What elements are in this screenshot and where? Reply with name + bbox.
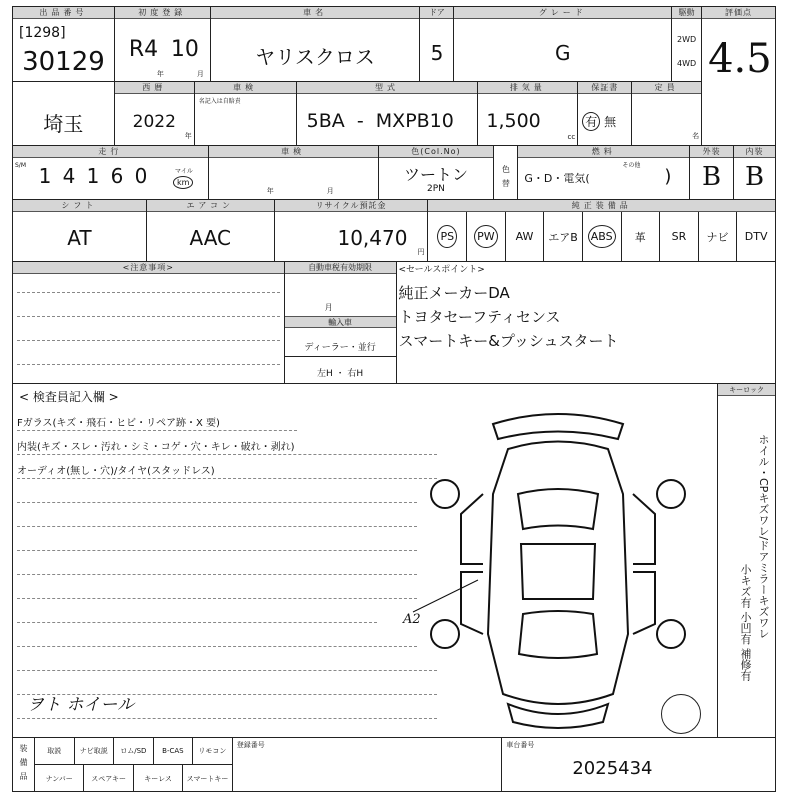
equipment-item: ナンバー (35, 765, 84, 792)
equipment-row-2 (35, 765, 232, 792)
car-name: ヤリスクロス (255, 45, 375, 69)
inspector-dash (17, 502, 417, 503)
fuel-cell (518, 146, 690, 200)
recycle-unit: 円 (417, 248, 425, 256)
windshield (518, 489, 598, 529)
exterior-header: 外装 (690, 146, 733, 158)
recycle-header: リサイクル預託金 (275, 200, 428, 212)
mileage-kind: S/M (15, 162, 27, 169)
option-item (544, 212, 583, 261)
color-code: 2PN (427, 184, 445, 194)
option-item (660, 212, 699, 261)
color-header: 色(Col.No) (379, 146, 494, 158)
damage-mark: A2 (403, 612, 421, 627)
import-header: 輸入車 (285, 316, 396, 328)
equipment-item: ナビ取説 (75, 738, 115, 764)
note-line (17, 316, 280, 317)
option-label: 革 (634, 230, 646, 244)
front-bumper-shape (493, 414, 623, 439)
shift-cell (13, 200, 147, 262)
mileage-digit: 6 (110, 164, 124, 188)
key-lock-cell (718, 384, 776, 738)
inspector-dash (17, 646, 417, 647)
drive-2wd: 2WD (677, 35, 697, 44)
wheel-front-left (431, 480, 459, 508)
left-front-door (461, 494, 483, 564)
doors-header: ドア (420, 7, 453, 19)
aircon: AAC (189, 226, 232, 250)
drive-cell (672, 7, 702, 82)
color-label-1: 色 (501, 165, 510, 174)
inspector-dash (17, 622, 377, 623)
equipment-cell (35, 738, 233, 792)
mileage-digits (33, 164, 153, 188)
model-header: 型式 (297, 82, 478, 94)
displacement-header: 排気量 (478, 82, 577, 94)
option-label: エアB (548, 230, 578, 244)
insp-month: 月 (326, 187, 334, 195)
mileage-mile: マイル (175, 168, 193, 175)
wheel-rear-right (657, 620, 685, 648)
inspector-dash (17, 670, 437, 671)
model-dash: - (356, 110, 364, 132)
grade: G (555, 41, 571, 65)
warranty-cell (578, 82, 632, 146)
aircon-cell (147, 200, 275, 262)
shift-header: シフト (13, 200, 146, 212)
rating-value: 4.5 (708, 36, 772, 82)
left-rear-door (461, 572, 483, 634)
options-header: 純正装備品 (428, 200, 775, 212)
import-divider (285, 356, 396, 357)
recycle-cell (275, 200, 429, 262)
equipment-item: リモコン (198, 747, 227, 755)
model-year: 2022 (132, 112, 176, 132)
equipment-label-cell (13, 738, 35, 792)
row-3 (12, 146, 776, 200)
reg-number-cell (233, 738, 503, 792)
lot-code: [1298] (19, 25, 66, 41)
notes-cell (13, 262, 285, 384)
capacity-unit: 名 (692, 132, 700, 140)
interior-header: 内装 (734, 146, 775, 158)
tax-import-cell (285, 262, 397, 384)
displacement-cell (478, 82, 578, 146)
inspector-dash (17, 598, 417, 599)
lot-cell (13, 7, 115, 82)
reg-month-unit: 月 (196, 70, 204, 78)
warranty-yes: 有 (582, 112, 600, 131)
import-type: ディーラー・並行 (304, 343, 376, 353)
region-cell (13, 82, 115, 146)
sales-cell (397, 262, 777, 384)
chassis-header: 車台番号 (506, 741, 535, 749)
option-item (622, 212, 661, 261)
right-rear-door (633, 572, 655, 634)
inspector-dash (17, 550, 417, 551)
option-label: ABS (588, 225, 616, 248)
fuel-other: その他 (622, 162, 641, 169)
inspection-header-2: 車検 (209, 146, 378, 158)
options-list (428, 212, 775, 261)
interior-grade: B (744, 162, 765, 192)
shift: AT (67, 226, 92, 250)
row-5 (12, 262, 776, 384)
sales-point: スマートキー&プッシュスタート (398, 332, 619, 350)
equipment-item: B-CAS (154, 738, 194, 764)
interior-cell (734, 146, 776, 200)
equipment-item: スマートキー (186, 774, 229, 783)
grade-header: グレード (454, 7, 671, 19)
rating-value-cell (702, 36, 776, 146)
inspector-line: Fガラス(キズ・飛石・ヒビ・リペア跡・X 要) (17, 418, 220, 429)
warranty-header: 保証書 (578, 82, 631, 94)
car-diagram (413, 394, 703, 734)
inspector-dash (17, 526, 417, 527)
inspector-line: 内装(キズ・スレ・汚れ・シミ・コゲ・穴・キレ・破れ・剥れ) (17, 442, 295, 453)
equipment-item: スペアキー (84, 765, 133, 792)
auction-sheet (12, 6, 776, 794)
note-line (17, 292, 280, 293)
inspector-dash (17, 718, 437, 719)
inspection-header: 車検 (195, 82, 296, 94)
option-label: SR (671, 230, 687, 243)
drive-4wd: 4WD (677, 59, 697, 68)
mileage-km: km (173, 176, 193, 189)
exterior-grade: B (702, 162, 722, 192)
mileage-digit: 4 (62, 164, 76, 188)
side-note: 小キズ有 小凹有 補修有 (739, 564, 752, 681)
model-year-unit: 年 (184, 132, 192, 140)
recycle-fee: 10,470 (337, 226, 408, 250)
warranty-no: 無 (604, 115, 617, 129)
model-year-header: 西暦 (115, 82, 194, 94)
option-label: DTV (744, 230, 768, 243)
inspector-dash (17, 430, 297, 431)
drive-header: 駆動 (672, 7, 701, 19)
row-6 (12, 384, 776, 738)
displacement: 1,500 (486, 110, 541, 132)
mileage-header: 走行 (13, 146, 208, 158)
option-item (428, 212, 467, 261)
inspector-dash (17, 574, 417, 575)
reg-era: R4 (128, 37, 159, 62)
tax-header: 自動車税有効期限 (285, 262, 396, 274)
roof (521, 544, 595, 599)
chassis-cell (502, 738, 776, 792)
doors-cell (420, 7, 454, 82)
lot-number: 30129 (22, 47, 105, 77)
equipment-label: 装 備 品 (19, 744, 28, 781)
right-front-door (633, 494, 655, 564)
first-reg-header: 初度登録 (115, 7, 210, 19)
option-item (583, 212, 622, 261)
note-line (17, 340, 280, 341)
first-reg-cell (115, 7, 211, 82)
option-label: PS (437, 225, 457, 248)
sales-header: <セールスポイント> (398, 265, 485, 275)
side-note: ホイル・CPキズワレ/ドアミラーキズワレ (757, 434, 770, 640)
option-label: PW (474, 225, 498, 248)
equipment-row-1 (35, 738, 232, 765)
car-name-cell (211, 7, 421, 82)
option-label: AW (515, 230, 534, 243)
sales-point: トヨタセーフティセンス (398, 308, 561, 326)
option-label: ナビ (706, 230, 729, 244)
model-year-cell (115, 82, 195, 146)
options-cell (428, 200, 776, 262)
body-outline (488, 442, 628, 705)
car-name-header: 車名 (211, 7, 420, 19)
aircon-header: エアコン (147, 200, 274, 212)
mileage-cell (13, 146, 209, 200)
capacity-header: 定員 (632, 82, 701, 94)
model-code (307, 110, 454, 132)
inspection-cell (195, 82, 297, 146)
color-name: ツートン (403, 165, 468, 184)
color-cell (379, 146, 495, 200)
notes-header: <注意事項> (13, 262, 284, 274)
grade-cell (454, 7, 672, 82)
spare-tire-mark (661, 694, 701, 734)
doors: 5 (430, 41, 444, 65)
chassis-number: 2025434 (572, 758, 653, 779)
rear-window (519, 611, 597, 658)
capacity-cell (632, 82, 702, 146)
damage-pointer (413, 580, 478, 612)
rear-bumper-shape (508, 704, 608, 728)
inspector-line: オーディオ(無し・穴)/タイヤ(スタッドレス) (17, 466, 215, 477)
steering: 左H ・ 右H (316, 369, 364, 379)
color-label-2: 替 (501, 179, 510, 188)
reg-number-header: 登録番号 (236, 741, 265, 749)
lot-header: 出品番号 (13, 7, 114, 19)
insp-year: 年 (266, 187, 274, 195)
wheel-front-right (657, 480, 685, 508)
inspector-dash (17, 478, 437, 479)
mileage-digit: 1 (86, 164, 100, 188)
reg-year-unit: 年 (156, 70, 164, 78)
displacement-unit: cc (567, 133, 576, 141)
mileage-digit: 1 (38, 164, 52, 188)
mileage-digit: 0 (134, 164, 148, 188)
option-item (506, 212, 545, 261)
option-item (737, 212, 775, 261)
color-change-cell (494, 146, 518, 200)
equipment-item: キーレス (134, 765, 183, 792)
fuel-options: G・D・電気( (524, 172, 590, 185)
model-number: MXPB10 (375, 110, 454, 132)
region: 埼玉 (43, 112, 84, 136)
inspector-dash (17, 454, 437, 455)
row-4 (12, 200, 776, 262)
handwritten-note: ヲト ホイール (27, 695, 135, 715)
inspector-header: < 検査員記入欄 > (19, 390, 119, 404)
insp-date-cell (209, 146, 379, 200)
model-cell (297, 82, 479, 146)
option-item (699, 212, 738, 261)
sales-point: 純正メーカーDA (398, 284, 510, 302)
inspection-note: 名記入は自賠責 (198, 98, 241, 105)
option-item (467, 212, 506, 261)
fuel-header: 燃料 (518, 146, 689, 158)
key-lock-header: キーロック (718, 384, 775, 396)
reg-month: 10 (170, 37, 199, 62)
inspector-cell (13, 384, 718, 738)
warranty-values (582, 112, 616, 131)
exterior-cell (690, 146, 734, 200)
rating-header: 評価点 (702, 7, 775, 19)
row-7 (12, 738, 776, 792)
tax-month: 月 (324, 303, 333, 312)
model-prefix: 5BA (306, 110, 345, 132)
wheel-rear-left (431, 620, 459, 648)
equipment-item: 取説 (35, 738, 75, 764)
fuel-close: ) (664, 166, 672, 187)
note-line (17, 364, 280, 365)
row-1 (12, 6, 776, 82)
equipment-item: ロム/SD (114, 738, 154, 764)
